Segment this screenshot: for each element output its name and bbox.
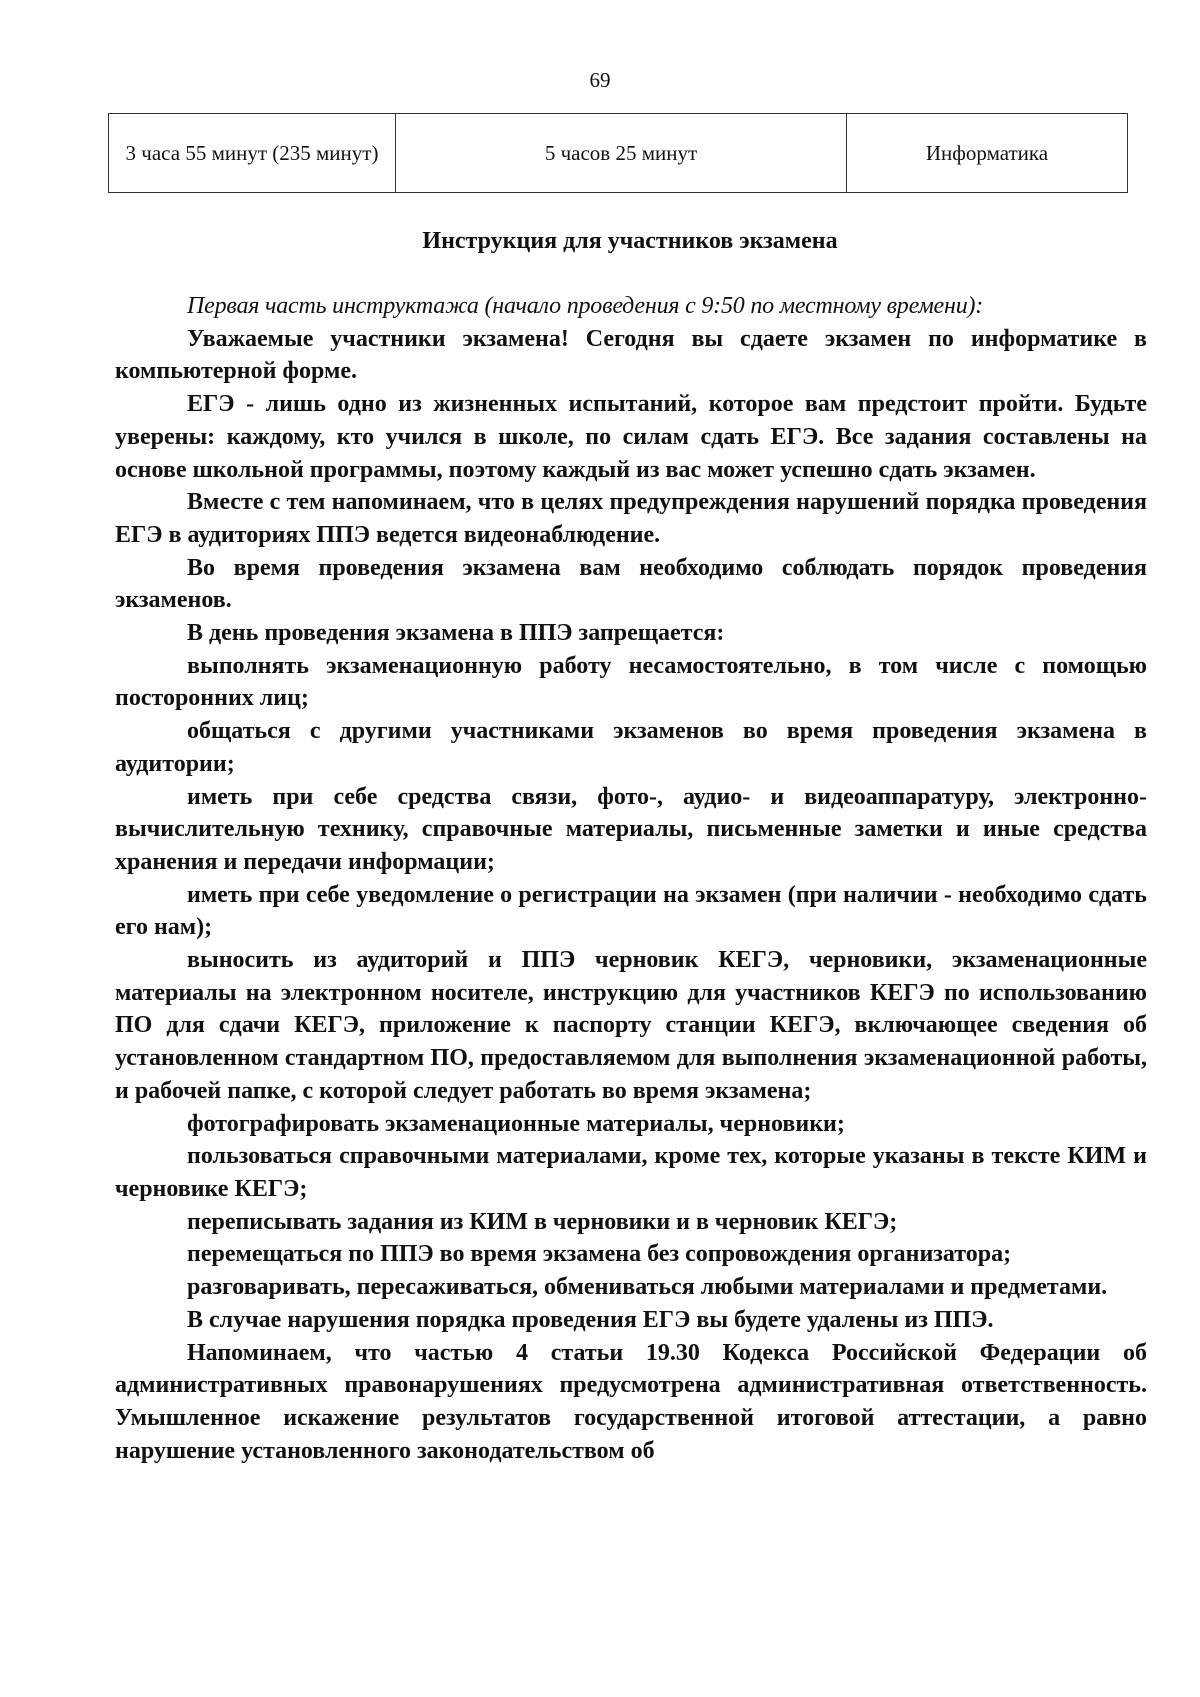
list-item: иметь при себе уведомление о регистрации на экзамен (при наличии - необходимо сдать его нам);: [115, 881, 1147, 941]
list-item: пользоваться справочными материалами, кроме тех, которые указаны в тексте КИМ и черновике КЕГЭ;: [115, 1143, 1147, 1202]
instruction-text: [115, 290, 1147, 1467]
list-item: общаться с другими участниками экзаменов во время проведения экзамена в аудитории;: [115, 718, 1147, 777]
table-row: [109, 114, 1128, 193]
table-cell-subject: Информатика: [847, 114, 1128, 193]
list-item: выносить из аудиторий и ППЭ черновик КЕГЭ, черновики, экзаменационные материалы на электронном носителе, инструкцию для участников КЕГЭ по использованию ПО для сдачи КЕГЭ, приложение к паспорту станции КЕГЭ, включающее сведения об установленном стандартном ПО, предоставляемом для выполнения экзаменационной работы, и рабочей папке, с которой следует работать во время экзамена;: [115, 947, 1147, 1104]
list-item: переписывать задания из КИМ в черновики и в черновик КЕГЭ;: [187, 1208, 898, 1235]
list-item: выполнять экзаменационную работу несамостоятельно, в том числе с помощью посторонних лиц;: [115, 652, 1147, 712]
list-item: разговаривать, пересаживаться, обмениваться любыми материалами и предметами.: [187, 1274, 1108, 1301]
section-heading: Инструкция для участников экзамена: [422, 228, 838, 254]
table-cell-total-time: 5 часов 25 минут: [396, 114, 847, 193]
list-item: перемещаться по ППЭ во время экзамена без сопровождения организатора;: [187, 1241, 1012, 1268]
paragraph: Во время проведения экзамена вам необходимо соблюдать порядок проведения экзаменов.: [115, 554, 1147, 614]
paragraph: В случае нарушения порядка проведения ЕГЭ вы будете удалены из ППЭ.: [187, 1306, 994, 1333]
paragraph: Вместе с тем напоминаем, что в целях предупреждения нарушений порядка проведения ЕГЭ в аудиториях ППЭ ведется видеонаблюдение.: [115, 489, 1147, 548]
paragraph: В день проведения экзамена в ППЭ запрещается:: [187, 620, 725, 647]
paragraph: ЕГЭ - лишь одно из жизненных испытаний, которое вам предстоит пройти. Будьте уверены: каждому, кто учился в школе, по силам сдать ЕГЭ. Все задания составлены на основе школьной программы, поэтому каждый из вас может успешно сдать экзамен.: [115, 391, 1147, 483]
paragraph: Напоминаем, что частью 4 статьи 19.30 Кодекса Российской Федерации об административных правонарушениях предусмотрена административная ответственность. Умышленное искажение результатов государственной итоговой аттестации, а равно нарушение установленного законодательством об: [115, 1339, 1147, 1464]
page-number: 69: [589, 68, 611, 92]
list-item: фотографировать экзаменационные материалы, черновики;: [187, 1110, 845, 1137]
list-item: иметь при себе средства связи, фото-, аудио- и видеоаппаратуру, электронно-вычислительную технику, справочные материалы, письменные заметки и иные средства хранения и передачи информации;: [115, 783, 1147, 875]
table-cell-duration: 3 часа 55 минут (235 минут): [109, 114, 396, 193]
duration-table: [108, 113, 1128, 193]
paragraph: Уважаемые участники экзамена! Сегодня вы сдаете экзамен по информатике в компьютерной форме.: [115, 325, 1147, 385]
paragraph-intro: Первая часть инструктажа (начало проведения с 9:50 по местному времени):: [187, 293, 984, 319]
